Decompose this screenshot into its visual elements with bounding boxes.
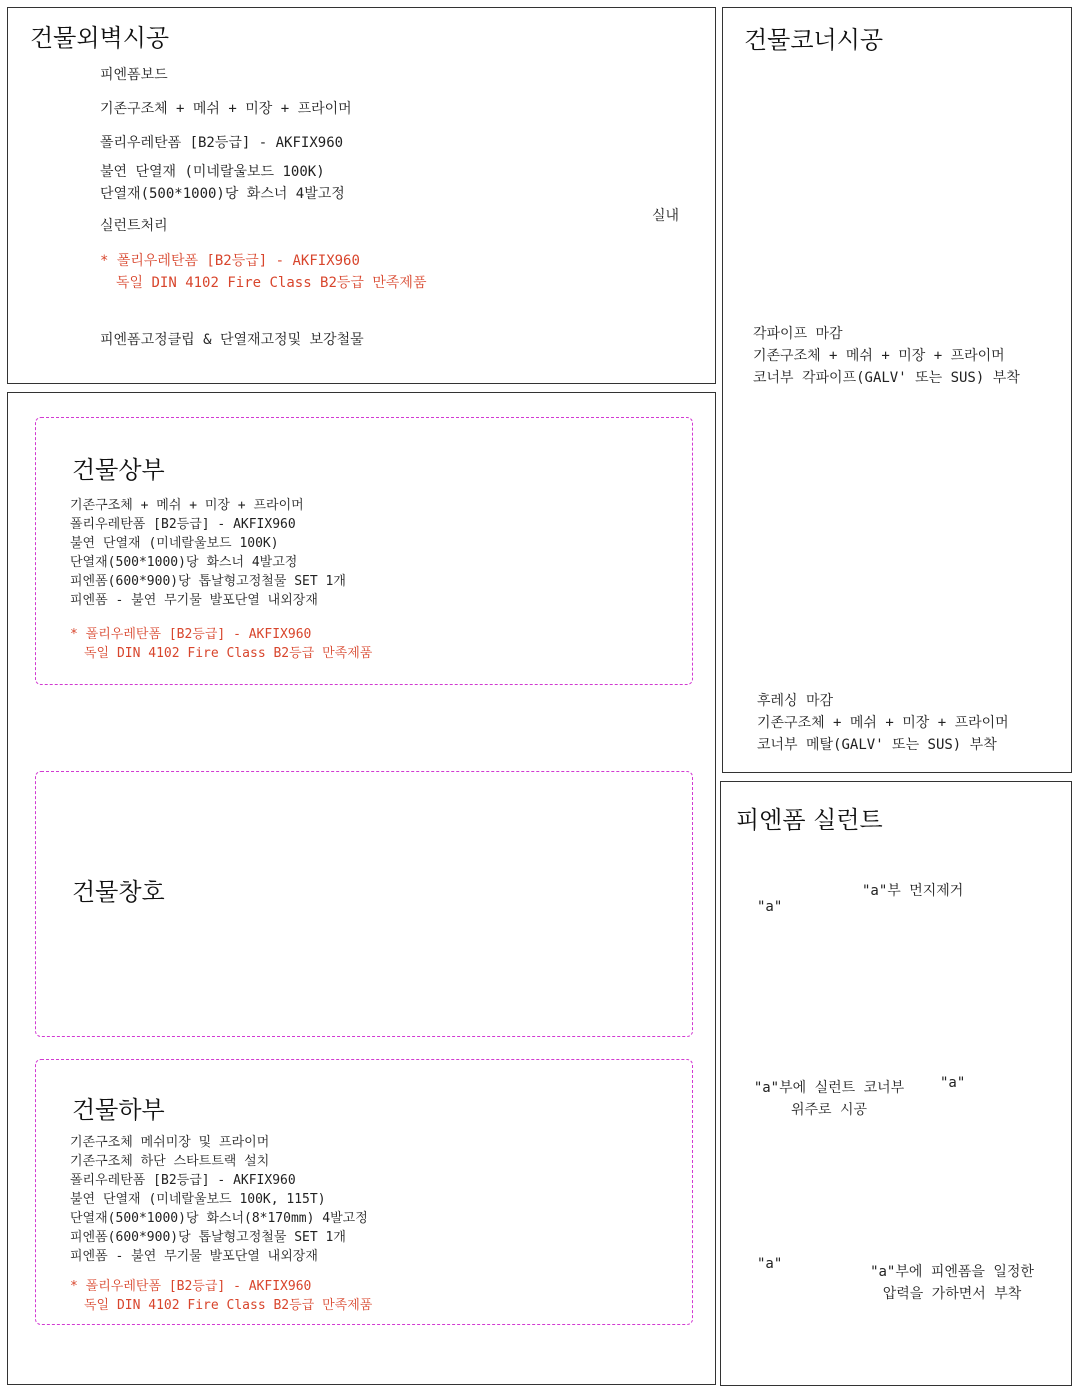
indoor-label: 실내 xyxy=(652,208,680,224)
corner-detail2-line3: 코너부 메탈(GALV' 또는 SUS) 부착 xyxy=(757,737,997,753)
lower-label-3: 폴리우레탄폼 [B2등급] - AKFIX960 xyxy=(70,1173,296,1188)
sealant-step-3-line2: 압력을 가하면서 부착 xyxy=(882,1286,1022,1302)
upper-note-2: 독일 DIN 4102 Fire Class B2등급 만족제품 xyxy=(84,646,373,661)
upper-label-1: 기존구조체 + 메쉬 + 미장 + 프라이머 xyxy=(70,498,304,513)
lower-label-7: 피엔폼 - 불연 무기물 발포단열 내외장재 xyxy=(70,1249,318,1264)
sealant-title: 피엔폼 실런트 xyxy=(736,806,883,834)
marker-a-2: "a" xyxy=(940,1075,966,1091)
window-title: 건물창호 xyxy=(72,878,165,906)
corner-detail1-line2: 기존구조체 + 메쉬 + 미장 + 프라이머 xyxy=(753,348,1005,364)
exterior-label-6: 실런트처리 xyxy=(100,218,168,234)
lower-label-2: 기존구조체 하단 스타트트랙 설치 xyxy=(70,1154,270,1169)
corner-title: 건물코너시공 xyxy=(744,26,884,54)
corner-detail2-line1: 후레싱 마감 xyxy=(757,693,834,709)
exterior-label-4: 불연 단열재 (미네랄울보드 100K) xyxy=(100,164,325,180)
sealant-step-3-line1: "a"부에 피엔폼을 일정한 xyxy=(870,1264,1034,1280)
exterior-wall-title: 건물외벽시공 xyxy=(30,24,170,52)
lower-label-4: 불연 단열재 (미네랄울보드 100K, 115T) xyxy=(70,1192,326,1207)
sealant-step-2-line2: 위주로 시공 xyxy=(790,1102,868,1118)
lower-label-6: 피엔폼(600*900)당 톱날형고정철물 SET 1개 xyxy=(70,1230,346,1245)
upper-label-6: 피엔폼 - 불연 무기물 발포단열 내외장재 xyxy=(70,593,318,608)
corner-panel xyxy=(722,7,1072,773)
corner-detail1-line1: 각파이프 마감 xyxy=(753,326,843,342)
marker-a-3: "a" xyxy=(757,1256,783,1272)
exterior-label-1: 피엔폼보드 xyxy=(100,67,168,83)
exterior-label-2: 기존구조체 + 메쉬 + 미장 + 프라이머 xyxy=(100,101,352,117)
exterior-label-5: 단열재(500*1000)당 화스너 4발고정 xyxy=(100,186,345,202)
lower-title: 건물하부 xyxy=(72,1096,165,1124)
corner-detail2-line2: 기존구조체 + 메쉬 + 미장 + 프라이머 xyxy=(757,715,1009,731)
exterior-note-1: * 폴리우레탄폼 [B2등급] - AKFIX960 xyxy=(100,253,360,269)
corner-detail1-line3: 코너부 각파이프(GALV' 또는 SUS) 부착 xyxy=(753,370,1020,386)
exterior-label-3: 폴리우레탄폼 [B2등급] - AKFIX960 xyxy=(100,135,344,151)
sealant-step-2-line1: "a"부에 실런트 코너부 xyxy=(753,1080,905,1096)
sealant-step-1: "a"부 먼지제거 xyxy=(862,883,964,899)
lower-note-1: * 폴리우레탄폼 [B2등급] - AKFIX960 xyxy=(70,1279,312,1294)
upper-title: 건물상부 xyxy=(72,456,165,484)
upper-label-3: 불연 단열재 (미네랄울보드 100K) xyxy=(70,536,279,551)
marker-a-1: "a" xyxy=(757,899,783,915)
lower-label-1: 기존구조체 메쉬미장 및 프라이머 xyxy=(70,1135,270,1150)
upper-note-1: * 폴리우레탄폼 [B2등급] - AKFIX960 xyxy=(70,627,312,642)
upper-label-4: 단열재(500*1000)당 화스너 4발고정 xyxy=(70,555,298,570)
upper-label-5: 피엔폼(600*900)당 톱날형고정철물 SET 1개 xyxy=(70,574,346,589)
exterior-note-2: 독일 DIN 4102 Fire Class B2등급 만족제품 xyxy=(116,275,427,291)
lower-note-2: 독일 DIN 4102 Fire Class B2등급 만족제품 xyxy=(84,1298,373,1313)
exterior-bottom-label: 피엔폼고정클립 & 단열재고정및 보강철물 xyxy=(100,332,364,348)
lower-label-5: 단열재(500*1000)당 화스너(8*170mm) 4발고정 xyxy=(70,1211,368,1226)
upper-label-2: 폴리우레탄폼 [B2등급] - AKFIX960 xyxy=(70,517,296,532)
